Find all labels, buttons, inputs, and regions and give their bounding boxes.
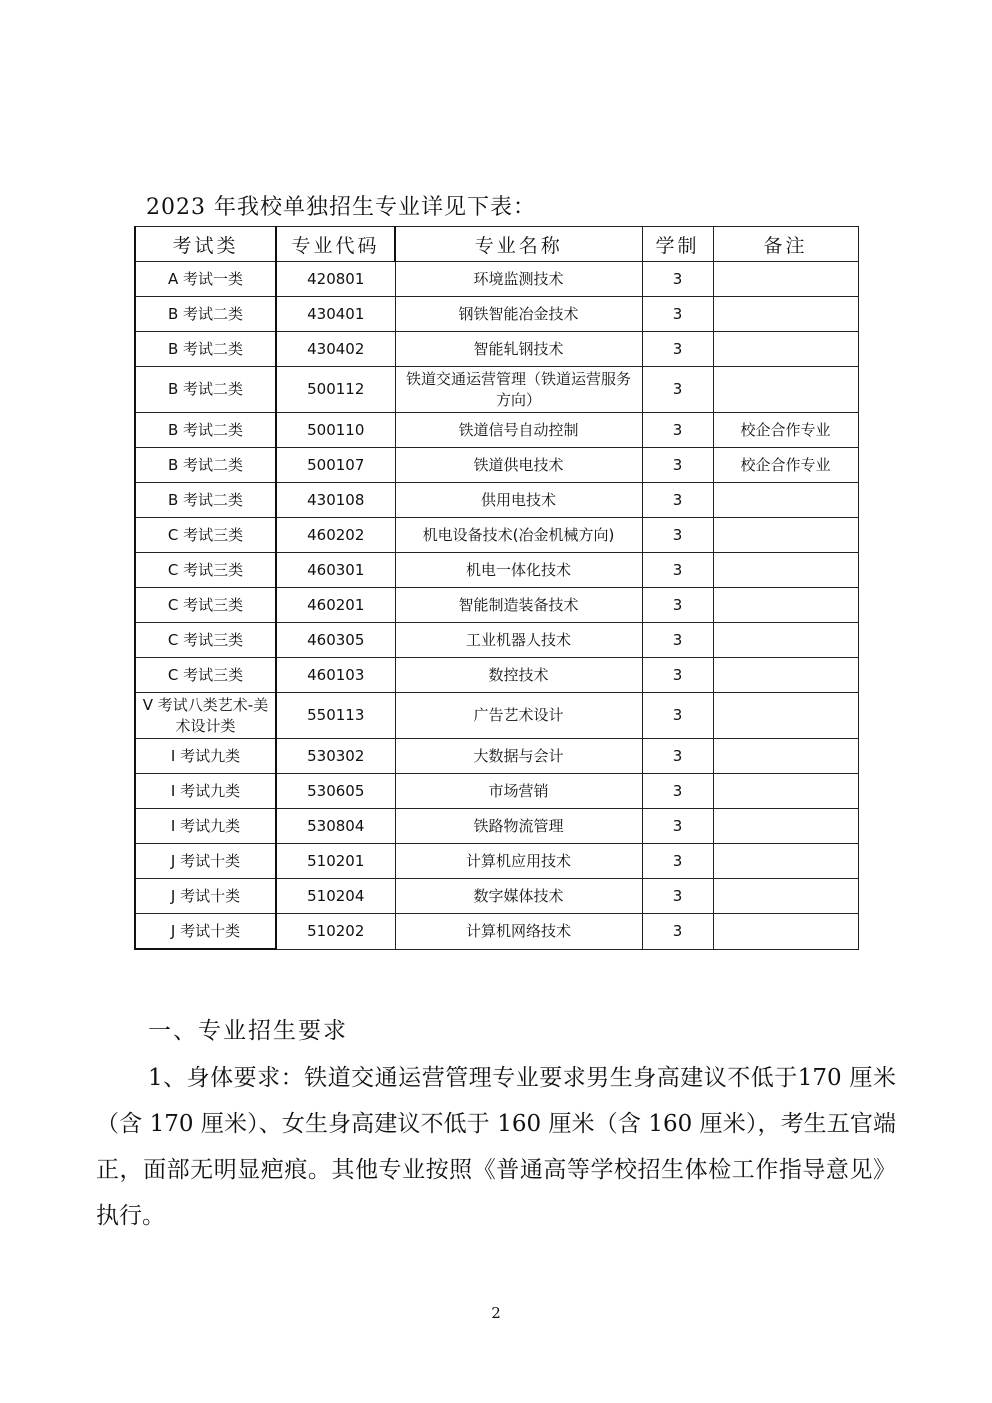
header-code: 专业代码 <box>276 227 395 262</box>
cell-code: 530302 <box>276 739 395 774</box>
cell-code: 510204 <box>276 879 395 914</box>
cell-major-name: 智能制造装备技术 <box>395 588 642 623</box>
cell-category: C 考试三类 <box>135 588 276 623</box>
cell-major-name: 供用电技术 <box>395 483 642 518</box>
cell-years: 3 <box>642 332 713 367</box>
cell-code: 550113 <box>276 693 395 739</box>
table-row <box>135 658 858 693</box>
cell-category: C 考试三类 <box>135 553 276 588</box>
header-category: 考试类 <box>135 227 276 262</box>
table-row <box>135 518 858 553</box>
cell-category: J 考试十类 <box>135 914 276 950</box>
table-row <box>135 367 858 413</box>
cell-major-name: 环境监测技术 <box>395 262 642 297</box>
cell-category: I 考试九类 <box>135 739 276 774</box>
cell-major-name: 计算机网络技术 <box>395 914 642 950</box>
header-note: 备注 <box>713 227 858 262</box>
cell-major-name: 计算机应用技术 <box>395 844 642 879</box>
cell-major-name: 铁道信号自动控制 <box>395 413 642 448</box>
cell-category: C 考试三类 <box>135 623 276 658</box>
cell-category: B 考试二类 <box>135 297 276 332</box>
cell-code: 460103 <box>276 658 395 693</box>
cell-note <box>713 844 858 879</box>
cell-note <box>713 332 858 367</box>
cell-years: 3 <box>642 367 713 413</box>
cell-note <box>713 518 858 553</box>
cell-code: 460305 <box>276 623 395 658</box>
cell-years: 3 <box>642 623 713 658</box>
cell-code: 460301 <box>276 553 395 588</box>
cell-major-name: 大数据与会计 <box>395 739 642 774</box>
cell-category: B 考试二类 <box>135 367 276 413</box>
cell-years: 3 <box>642 448 713 483</box>
table-header-row <box>135 227 858 262</box>
cell-years: 3 <box>642 809 713 844</box>
paragraph-text: 1、身体要求：铁道交通运营管理专业要求男生身高建议不低于170 厘米（含 170 厘米）、女生身高建议不低于 160 厘米（含 160 厘米），考生五官端正，面部无明显疤痕。其他专业按照《普通高等学校招生体检工作指导意见》执行。 <box>96 1065 896 1229</box>
cell-note <box>713 588 858 623</box>
cell-major-name: 工业机器人技术 <box>395 623 642 658</box>
cell-code: 500112 <box>276 367 395 413</box>
cell-years: 3 <box>642 693 713 739</box>
cell-years: 3 <box>642 879 713 914</box>
cell-category: C 考试三类 <box>135 518 276 553</box>
cell-code: 510201 <box>276 844 395 879</box>
cell-note: 校企合作专业 <box>713 413 858 448</box>
table-row <box>135 553 858 588</box>
cell-years: 3 <box>642 297 713 332</box>
cell-years: 3 <box>642 518 713 553</box>
table-row <box>135 623 858 658</box>
cell-note <box>713 739 858 774</box>
table-row <box>135 879 858 914</box>
cell-category: I 考试九类 <box>135 809 276 844</box>
cell-note <box>713 623 858 658</box>
cell-years: 3 <box>642 262 713 297</box>
cell-category: B 考试二类 <box>135 332 276 367</box>
cell-note <box>713 879 858 914</box>
cell-code: 500107 <box>276 448 395 483</box>
cell-major-name: 机电设备技术(冶金机械方向) <box>395 518 642 553</box>
cell-years: 3 <box>642 413 713 448</box>
cell-years: 3 <box>642 588 713 623</box>
cell-major-name: 智能轧钢技术 <box>395 332 642 367</box>
cell-note: 校企合作专业 <box>713 448 858 483</box>
cell-note <box>713 809 858 844</box>
cell-note <box>713 914 858 950</box>
table-row <box>135 332 858 367</box>
cell-note <box>713 262 858 297</box>
cell-category: A 考试一类 <box>135 262 276 297</box>
table-row <box>135 774 858 809</box>
cell-category: J 考试十类 <box>135 879 276 914</box>
cell-code: 460202 <box>276 518 395 553</box>
table-row <box>135 262 858 297</box>
majors-table <box>134 226 859 950</box>
cell-category: C 考试三类 <box>135 658 276 693</box>
table-row <box>135 448 858 483</box>
cell-major-name: 数字媒体技术 <box>395 879 642 914</box>
table-row <box>135 809 858 844</box>
cell-years: 3 <box>642 844 713 879</box>
cell-category: B 考试二类 <box>135 483 276 518</box>
cell-major-name: 铁道交通运营管理（铁道运营服务方向） <box>395 367 642 413</box>
page-number: 2 <box>491 1304 501 1322</box>
cell-major-name: 市场营销 <box>395 774 642 809</box>
cell-note <box>713 658 858 693</box>
cell-code: 420801 <box>276 262 395 297</box>
cell-category: J 考试十类 <box>135 844 276 879</box>
cell-category: B 考试二类 <box>135 448 276 483</box>
table-row <box>135 844 858 879</box>
cell-major-name: 广告艺术设计 <box>395 693 642 739</box>
table-row <box>135 413 858 448</box>
table-row <box>135 914 858 950</box>
cell-note <box>713 297 858 332</box>
cell-category: V 考试八类艺术-美术设计类 <box>135 693 276 739</box>
cell-major-name: 钢铁智能冶金技术 <box>395 297 642 332</box>
table-intro: 2023 年我校单独招生专业详见下表： <box>146 195 536 220</box>
table-row <box>135 693 858 739</box>
cell-code: 530804 <box>276 809 395 844</box>
cell-category: I 考试九类 <box>135 774 276 809</box>
cell-category: B 考试二类 <box>135 413 276 448</box>
cell-note <box>713 693 858 739</box>
cell-code: 530605 <box>276 774 395 809</box>
requirements-paragraph <box>96 1055 896 1239</box>
cell-years: 3 <box>642 483 713 518</box>
cell-code: 510202 <box>276 914 395 950</box>
cell-code: 430401 <box>276 297 395 332</box>
cell-note <box>713 483 858 518</box>
cell-code: 460201 <box>276 588 395 623</box>
cell-major-name: 铁路物流管理 <box>395 809 642 844</box>
cell-years: 3 <box>642 739 713 774</box>
table-row <box>135 297 858 332</box>
cell-note <box>713 367 858 413</box>
cell-major-name: 机电一体化技术 <box>395 553 642 588</box>
table-row <box>135 739 858 774</box>
header-years: 学制 <box>642 227 713 262</box>
table-row <box>135 588 858 623</box>
cell-note <box>713 774 858 809</box>
cell-years: 3 <box>642 553 713 588</box>
cell-major-name: 数控技术 <box>395 658 642 693</box>
cell-note <box>713 553 858 588</box>
cell-code: 430402 <box>276 332 395 367</box>
cell-code: 430108 <box>276 483 395 518</box>
header-name: 专业名称 <box>395 227 642 262</box>
cell-years: 3 <box>642 658 713 693</box>
cell-major-name: 铁道供电技术 <box>395 448 642 483</box>
cell-years: 3 <box>642 774 713 809</box>
cell-years: 3 <box>642 914 713 950</box>
section-title: 一、专业招生要求 <box>148 1018 348 1044</box>
table-row <box>135 483 858 518</box>
cell-code: 500110 <box>276 413 395 448</box>
